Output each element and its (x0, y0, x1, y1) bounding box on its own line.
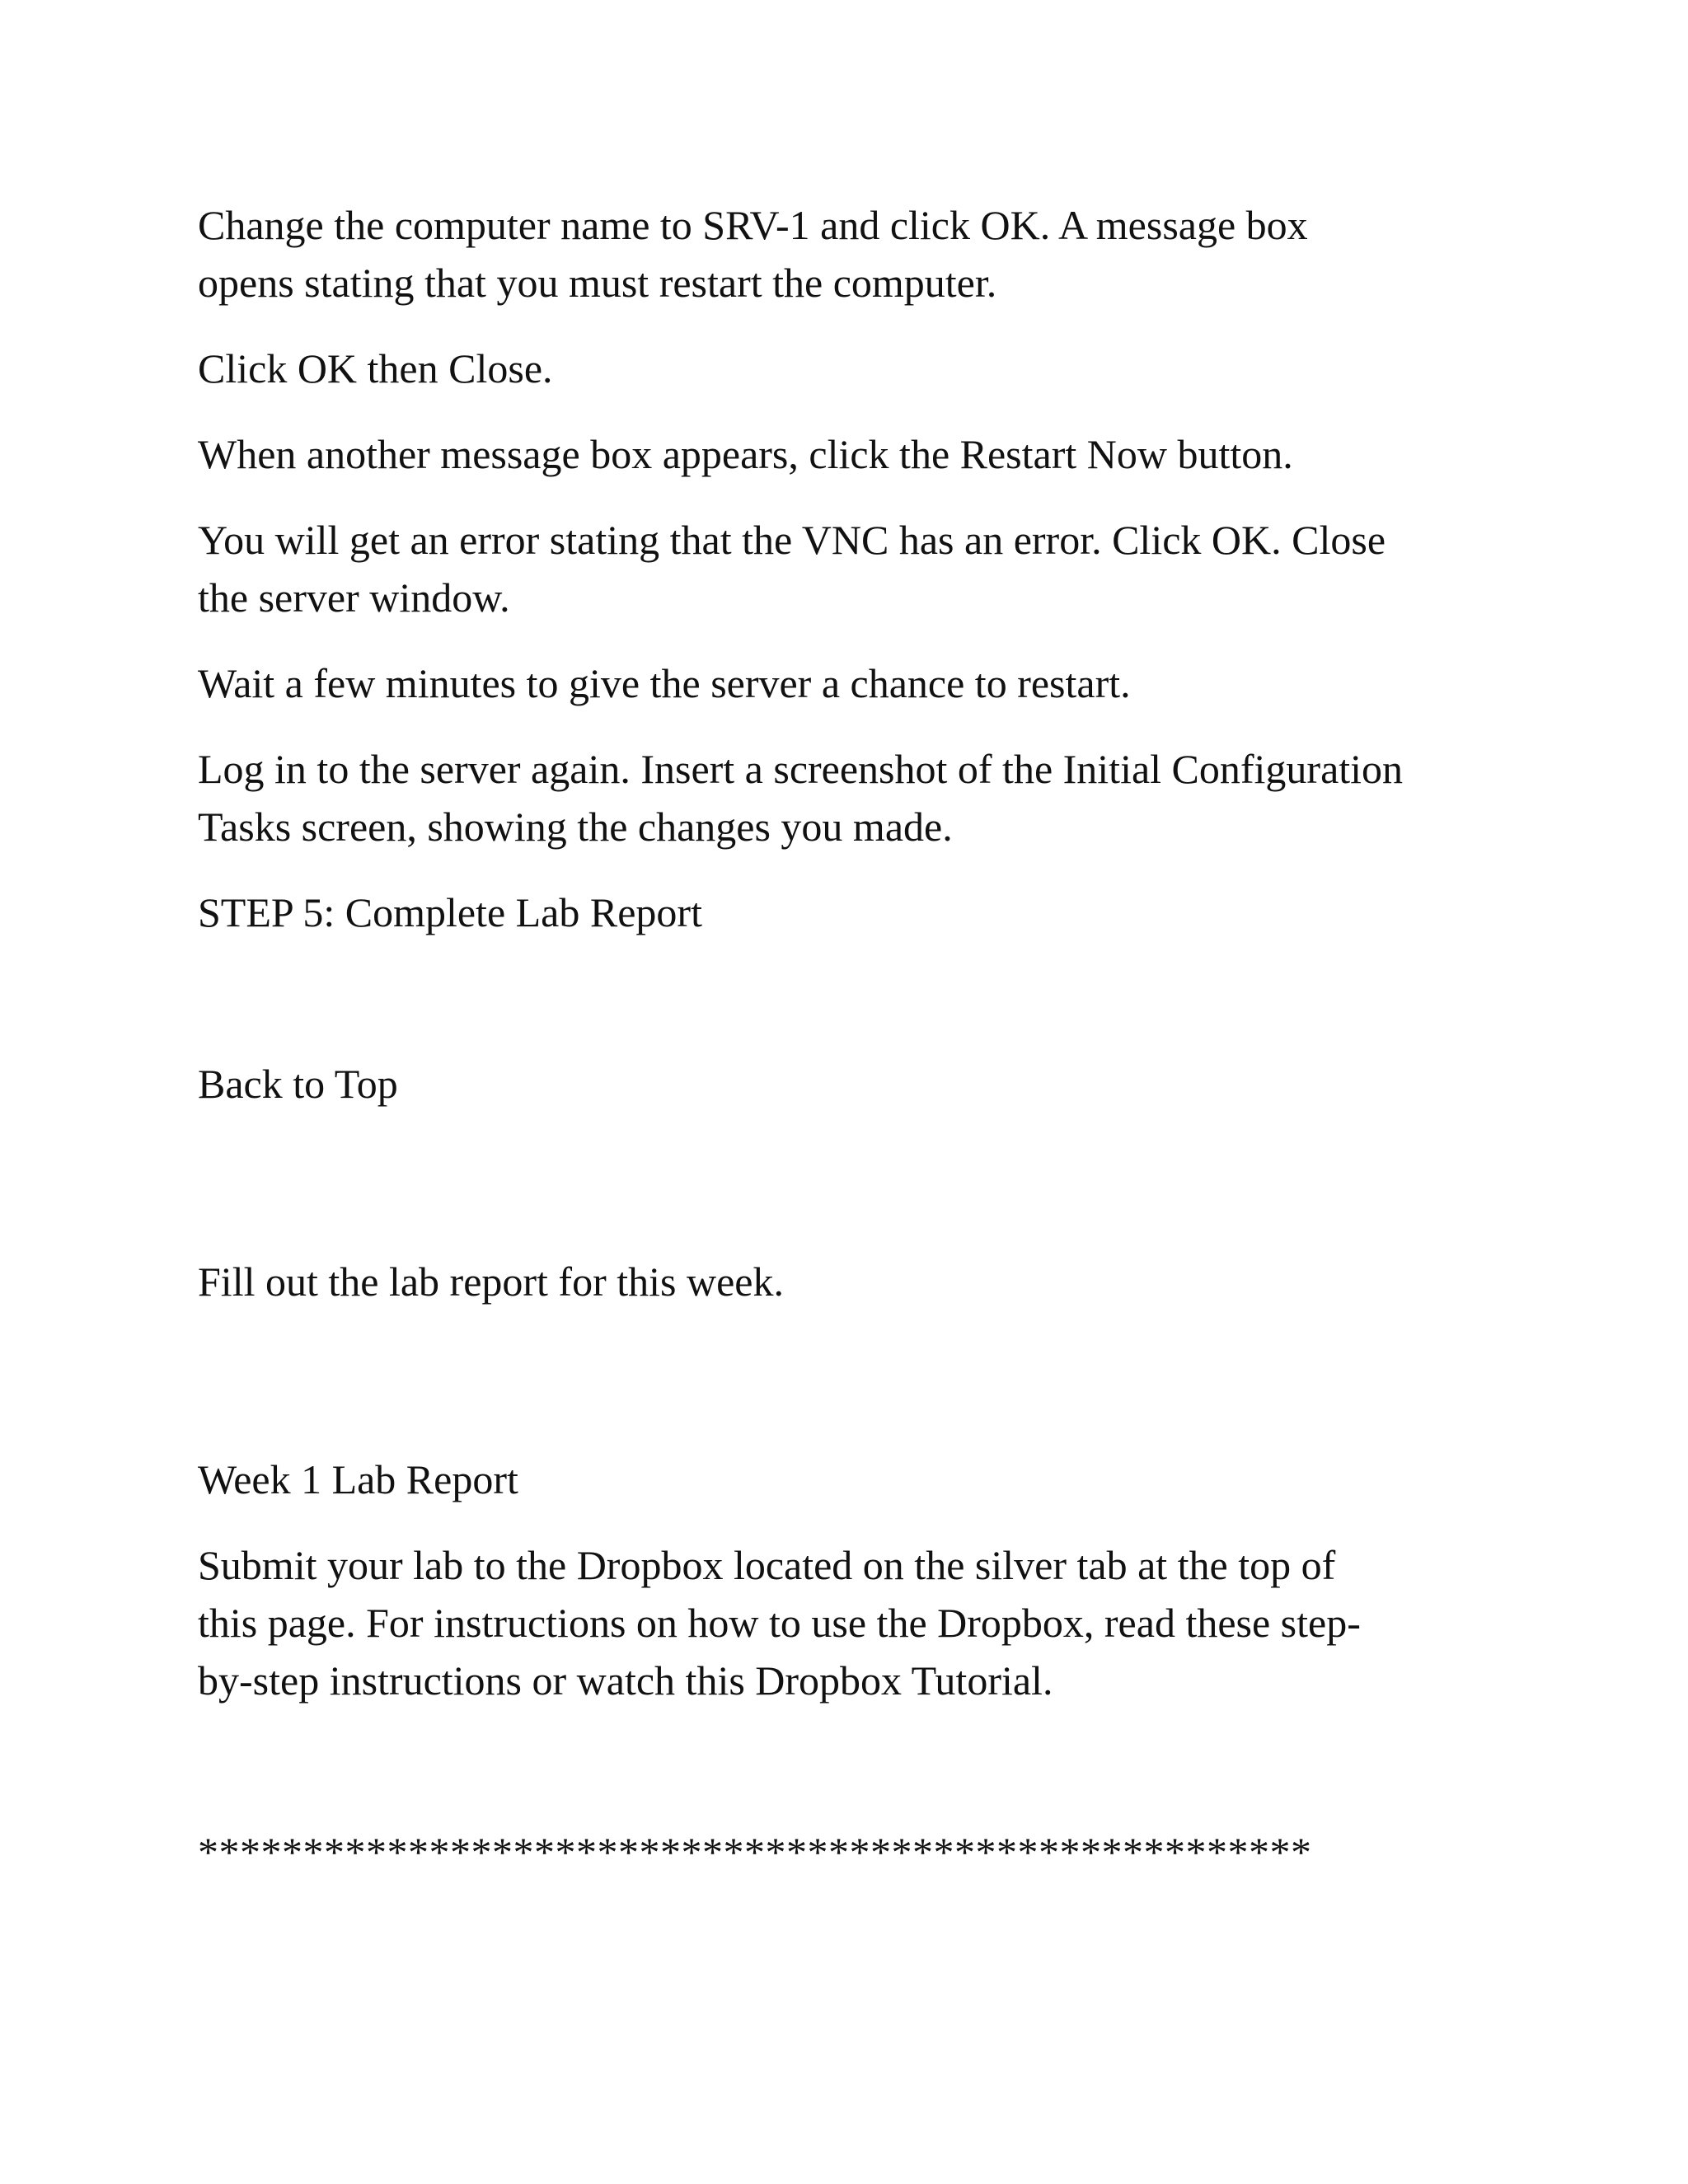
paragraph-vnc-error: You will get an error stating that the VNC has an error. Click OK. Close the server window. (198, 517, 1386, 621)
separator-stars: ***************************************************** (198, 1829, 1312, 1875)
paragraph-fill-out-report: Fill out the lab report for this week. (198, 1258, 784, 1305)
paragraph-submit-lab: Submit your lab to the Dropbox located on the silver tab at the top of this page. For instructions on how to use the Dropbox, read these step- by-step instructions or watch this Dropbox Tutorial. (198, 1542, 1361, 1704)
document-page (198, 196, 1517, 1881)
paragraph-click-ok-close: Click OK then Close. (198, 345, 553, 391)
paragraph-log-in-screenshot: Log in to the server again. Insert a screenshot of the Initial Configuration Tasks screen, showing the changes you made. (198, 746, 1404, 850)
back-to-top-link[interactable]: Back to Top (198, 1061, 398, 1107)
paragraph-restart-now: When another message box appears, click the Restart Now button. (198, 431, 1293, 477)
step-5-heading: STEP 5: Complete Lab Report (198, 889, 702, 935)
week-1-lab-report-link[interactable]: Week 1 Lab Report (198, 1456, 518, 1502)
paragraph-wait-restart: Wait a few minutes to give the server a chance to restart. (198, 660, 1131, 706)
paragraph-change-computer-name: Change the computer name to SRV-1 and click OK. A message box opens stating that you must restart the computer. (198, 202, 1308, 306)
